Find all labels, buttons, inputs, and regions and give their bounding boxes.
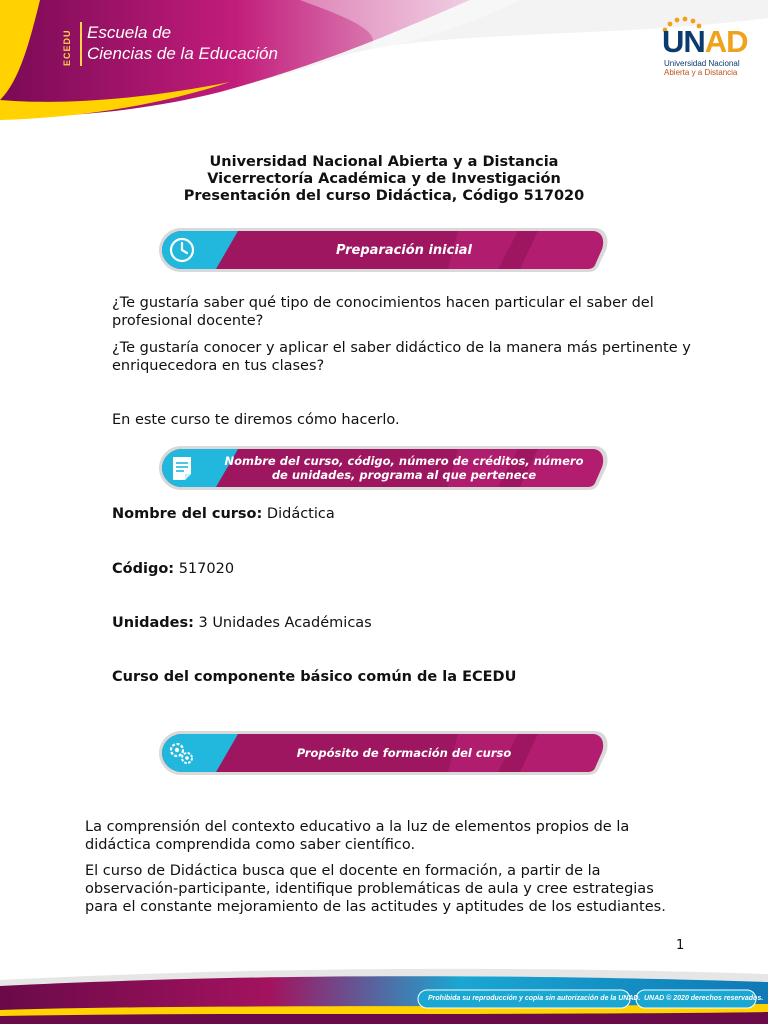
banner-nombre-del-curso: [158, 445, 610, 491]
intro-question-1: ¿Te gustaría saber qué tipo de conocimientos hacen particular el saber del profesional docente?: [112, 295, 654, 329]
course-units-label: Unidades:: [112, 615, 194, 631]
course-units-value: 3 Unidades Académicas: [193, 615, 372, 631]
school-name-line2: Ciencias de la Educación: [87, 44, 278, 63]
banner-title: Propósito de formación del curso: [296, 746, 512, 760]
ecedu-tag: ECEDU: [62, 29, 72, 66]
intro-closing: En este curso te diremos cómo hacerlo.: [112, 412, 400, 428]
unad-word-un: UN: [662, 24, 705, 59]
course-code: [112, 560, 234, 578]
document-icon: [164, 450, 200, 486]
page-number: 1: [676, 938, 685, 953]
course-code-label: Código:: [112, 561, 175, 577]
footer-rights-notice: UNAD © 2020 derechos reservados.: [644, 995, 764, 1002]
course-name: [112, 505, 335, 523]
title-line2: Vicerrectoría Académica y de Investigación: [207, 171, 561, 187]
course-units: [112, 614, 372, 632]
banner-title: [218, 445, 590, 491]
course-code-value: 517020: [174, 561, 235, 577]
course-component: Curso del componente básico común de la ECEDU: [112, 669, 517, 685]
unad-word-ad: AD: [704, 24, 748, 59]
document-title: [0, 154, 768, 205]
header-decoration: [0, 0, 768, 130]
school-name-line1: Escuela de: [87, 23, 172, 42]
footer-decoration: [0, 960, 768, 1024]
unad-logo-wordmark: [662, 24, 748, 60]
title-line3: Presentación del curso Didáctica, Código 517020: [183, 188, 585, 204]
banner-preparacion-inicial: [158, 227, 610, 273]
purpose-paragraph-1: La comprensión del contexto educativo a la luz de elementos propios de la didáctica comprendida como saber científico.: [85, 819, 630, 853]
title-line1: Universidad Nacional Abierta y a Distancia: [209, 154, 559, 170]
clock-icon: [164, 232, 200, 268]
banner-title-line1: Nombre del curso, código, número de créditos, número: [224, 454, 584, 468]
header-divider: [80, 22, 82, 66]
unad-logo-line2: Abierta y a Distancia: [664, 68, 738, 77]
school-name: [87, 22, 278, 64]
banner-title: Preparación inicial: [335, 242, 473, 258]
intro-question-2: ¿Te gustaría conocer y aplicar el saber didáctico de la manera más pertinente y enriquecedora en tus clases?: [112, 340, 691, 374]
banner-proposito: [158, 730, 610, 776]
course-name-label: Nombre del curso:: [112, 506, 263, 522]
banner-title-line2: de unidades, programa al que pertenece: [271, 468, 537, 482]
course-name-value: Didáctica: [262, 506, 335, 522]
gears-icon: [164, 735, 200, 771]
footer-copy-notice: Prohibida su reproducción y copia sin autorización de la UNAD.: [428, 995, 641, 1002]
purpose-paragraph-2: El curso de Didáctica busca que el docente en formación, a partir de la observación-participante, identifique problemáticas de aula y cree estrategias para el constante mejoramiento de las actitudes y aptitudes de los estudiantes.: [85, 863, 666, 915]
unad-logo-line1: Universidad Nacional: [664, 59, 740, 68]
